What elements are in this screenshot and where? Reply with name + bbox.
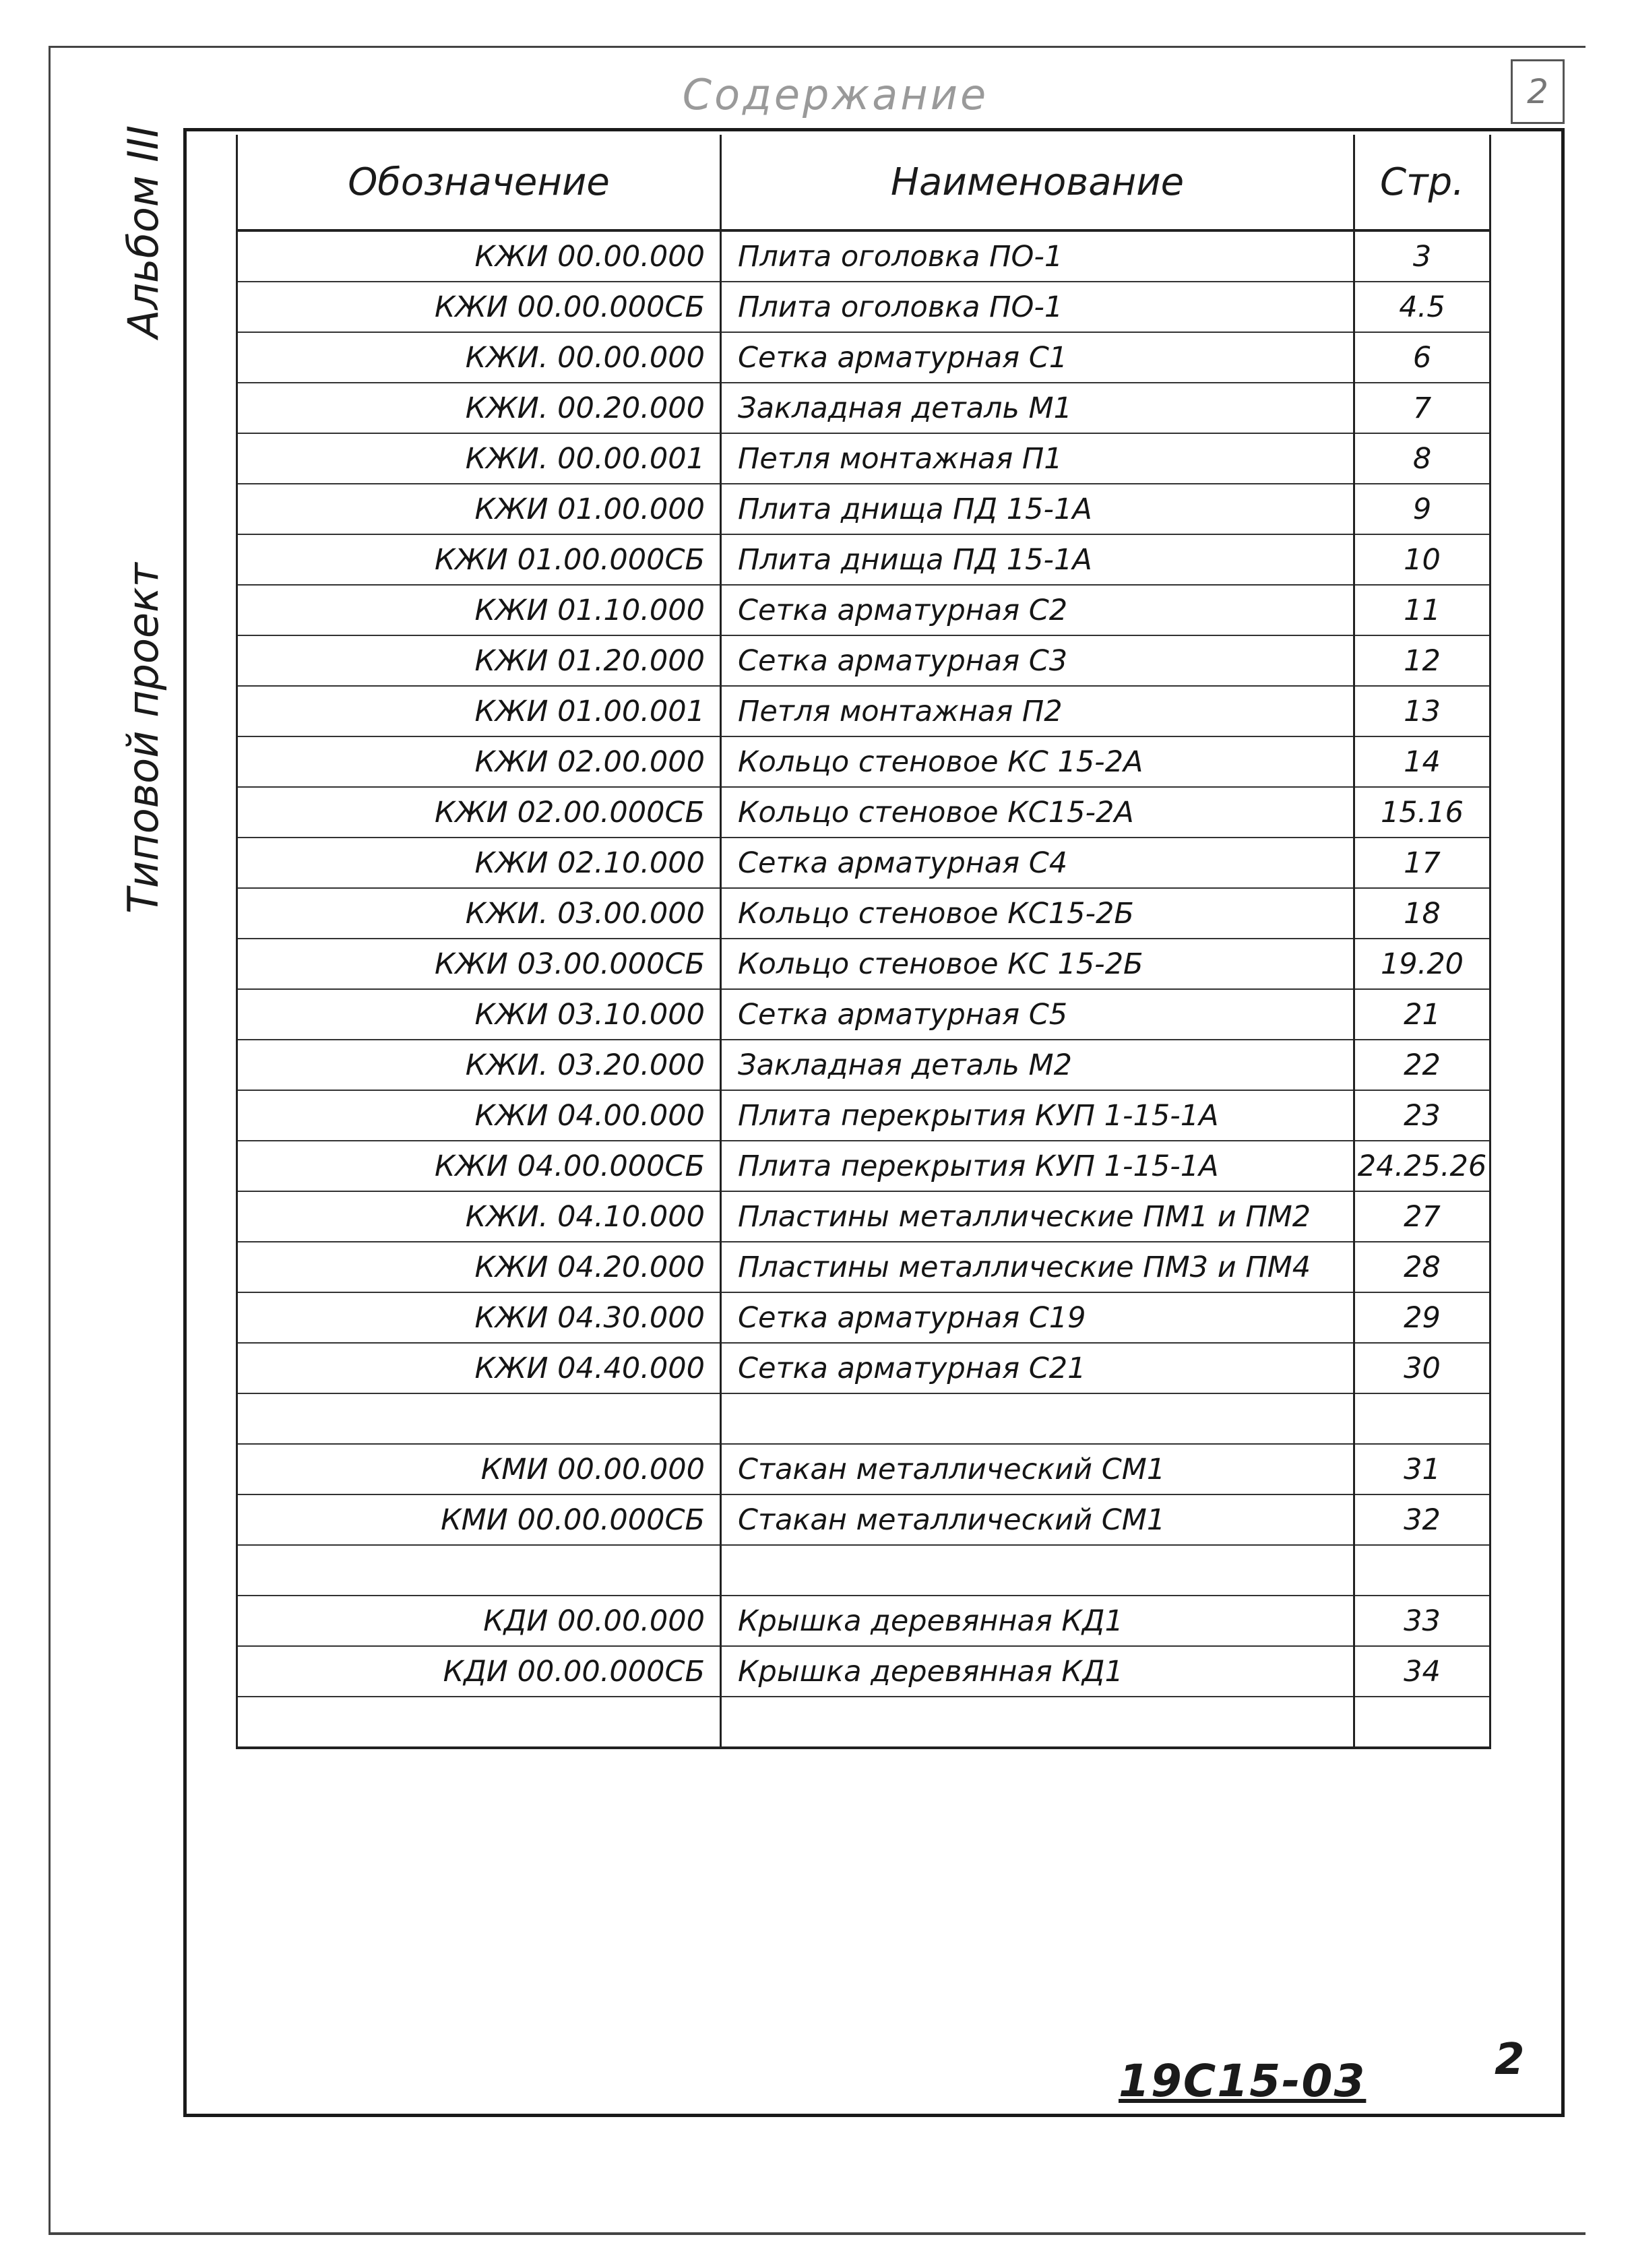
cell-name: Плита оголовка ПО-1 <box>721 282 1354 332</box>
table-row <box>237 787 1490 838</box>
cell-page: 8 <box>1354 433 1490 484</box>
cell-page <box>1354 1393 1490 1444</box>
table-row <box>237 230 1490 282</box>
cell-name <box>721 1393 1354 1444</box>
cell-page: 30 <box>1354 1343 1490 1393</box>
cell-name: Сетка арматурная С1 <box>721 332 1354 383</box>
table-row <box>237 1141 1490 1191</box>
cell-designation <box>237 1393 721 1444</box>
table-row <box>237 1040 1490 1090</box>
cell-page: 15.16 <box>1354 787 1490 838</box>
table-body <box>237 230 1490 1748</box>
cell-name: Плита оголовка ПО-1 <box>721 230 1354 282</box>
contents-table <box>236 135 1491 1749</box>
table-header-row <box>237 135 1490 230</box>
cell-page <box>1354 1545 1490 1596</box>
cell-name: Крышка деревянная КД1 <box>721 1596 1354 1646</box>
table-row <box>237 433 1490 484</box>
cell-designation: КЖИ 04.40.000 <box>237 1343 721 1393</box>
table-row <box>237 1191 1490 1242</box>
sheet-number: 2 <box>1511 59 1565 124</box>
side-label-album: Альбом III <box>119 125 168 338</box>
cell-designation: КЖИ. 03.20.000 <box>237 1040 721 1090</box>
cell-designation: КЖИ 03.00.000СБ <box>237 939 721 989</box>
header-page: Стр. <box>1354 135 1490 230</box>
table-row <box>237 635 1490 686</box>
cell-name: Сетка арматурная С3 <box>721 635 1354 686</box>
table-row <box>237 484 1490 534</box>
table-row <box>237 888 1490 939</box>
cell-page: 13 <box>1354 686 1490 736</box>
cell-name: Плита перекрытия КУП 1-15-1А <box>721 1141 1354 1191</box>
cell-page: 29 <box>1354 1292 1490 1343</box>
cell-designation <box>237 1697 721 1748</box>
cell-designation: КЖИ 04.00.000СБ <box>237 1141 721 1191</box>
cell-designation: КЖИ. 00.20.000 <box>237 383 721 433</box>
cell-page: 34 <box>1354 1646 1490 1697</box>
table-row <box>237 989 1490 1040</box>
table-row <box>237 939 1490 989</box>
cell-page: 12 <box>1354 635 1490 686</box>
cell-name: Петля монтажная П1 <box>721 433 1354 484</box>
table-row <box>237 1596 1490 1646</box>
cell-name: Стакан металлический СМ1 <box>721 1494 1354 1545</box>
table-row <box>237 1545 1490 1596</box>
sheet-title: Содержание <box>682 70 989 119</box>
cell-page: 14 <box>1354 736 1490 787</box>
cell-name: Стакан металлический СМ1 <box>721 1444 1354 1494</box>
cell-designation: КЖИ 02.00.000СБ <box>237 787 721 838</box>
cell-page: 19.20 <box>1354 939 1490 989</box>
cell-page: 23 <box>1354 1090 1490 1141</box>
cell-designation: КЖИ 04.30.000 <box>237 1292 721 1343</box>
header-name: Наименование <box>721 135 1354 230</box>
table-row <box>237 1494 1490 1545</box>
cell-page: 11 <box>1354 585 1490 635</box>
cell-designation: КЖИ. 00.00.000 <box>237 332 721 383</box>
cell-designation: КЖИ 04.00.000 <box>237 1090 721 1141</box>
table-row <box>237 1393 1490 1444</box>
cell-designation: КЖИ 02.00.000 <box>237 736 721 787</box>
table-row <box>237 534 1490 585</box>
cell-page: 32 <box>1354 1494 1490 1545</box>
cell-name: Сетка арматурная С4 <box>721 838 1354 888</box>
table-row <box>237 332 1490 383</box>
cell-name: Петля монтажная П2 <box>721 686 1354 736</box>
cell-page: 7 <box>1354 383 1490 433</box>
cell-designation: КЖИ 01.00.000СБ <box>237 534 721 585</box>
cell-name: Крышка деревянная КД1 <box>721 1646 1354 1697</box>
cell-designation: КЖИ 01.20.000 <box>237 635 721 686</box>
cell-designation: КДИ 00.00.000 <box>237 1596 721 1646</box>
cell-name: Сетка арматурная С19 <box>721 1292 1354 1343</box>
cell-name: Кольцо стеновое КС15-2А <box>721 787 1354 838</box>
cell-designation: КДИ 00.00.000СБ <box>237 1646 721 1697</box>
cell-name: Сетка арматурная С5 <box>721 989 1354 1040</box>
cell-page: 28 <box>1354 1242 1490 1292</box>
cell-designation: КЖИ 00.00.000СБ <box>237 282 721 332</box>
cell-designation: КЖИ 01.00.001 <box>237 686 721 736</box>
table-row <box>237 1697 1490 1748</box>
header-designation: Обозначение <box>237 135 721 230</box>
cell-name: Пластины металлические ПМ3 и ПМ4 <box>721 1242 1354 1292</box>
table-row <box>237 282 1490 332</box>
cell-designation: КЖИ. 03.00.000 <box>237 888 721 939</box>
cell-page <box>1354 1697 1490 1748</box>
cell-designation: КЖИ 04.20.000 <box>237 1242 721 1292</box>
cell-name: Пластины металлические ПМ1 и ПМ2 <box>721 1191 1354 1242</box>
cell-name: Сетка арматурная С21 <box>721 1343 1354 1393</box>
table-row <box>237 838 1490 888</box>
cell-page: 21 <box>1354 989 1490 1040</box>
cell-designation <box>237 1545 721 1596</box>
cell-designation: КЖИ 02.10.000 <box>237 838 721 888</box>
document-code: 19С15-03 <box>1119 2055 1367 2107</box>
cell-name <box>721 1697 1354 1748</box>
cell-name <box>721 1545 1354 1596</box>
cell-name: Кольцо стеновое КС 15-2А <box>721 736 1354 787</box>
cell-designation: КЖИ. 04.10.000 <box>237 1191 721 1242</box>
cell-designation: КЖИ. 00.00.001 <box>237 433 721 484</box>
cell-page: 10 <box>1354 534 1490 585</box>
table-row <box>237 1646 1490 1697</box>
table-row <box>237 383 1490 433</box>
cell-name: Закладная деталь М2 <box>721 1040 1354 1090</box>
table-row <box>237 1292 1490 1343</box>
cell-name: Кольцо стеновое КС15-2Б <box>721 888 1354 939</box>
cell-page: 6 <box>1354 332 1490 383</box>
table-row <box>237 686 1490 736</box>
cell-name: Закладная деталь М1 <box>721 383 1354 433</box>
cell-page: 18 <box>1354 888 1490 939</box>
cell-designation: КЖИ 01.10.000 <box>237 585 721 635</box>
cell-designation: КМИ 00.00.000СБ <box>237 1494 721 1545</box>
cell-name: Плита перекрытия КУП 1-15-1А <box>721 1090 1354 1141</box>
cell-designation: КЖИ 00.00.000 <box>237 230 721 282</box>
table-row <box>237 736 1490 787</box>
cell-name: Плита днища ПД 15-1А <box>721 484 1354 534</box>
table-row <box>237 1343 1490 1393</box>
cell-page: 3 <box>1354 230 1490 282</box>
table-row <box>237 1090 1490 1141</box>
page-number: 2 <box>1495 2035 1525 2085</box>
cell-page: 22 <box>1354 1040 1490 1090</box>
cell-page: 27 <box>1354 1191 1490 1242</box>
table-row <box>237 1444 1490 1494</box>
table-row <box>237 1242 1490 1292</box>
cell-page: 4.5 <box>1354 282 1490 332</box>
cell-name: Сетка арматурная С2 <box>721 585 1354 635</box>
table-row <box>237 585 1490 635</box>
cell-page: 9 <box>1354 484 1490 534</box>
cell-name: Кольцо стеновое КС 15-2Б <box>721 939 1354 989</box>
cell-name: Плита днища ПД 15-1А <box>721 534 1354 585</box>
cell-designation: КЖИ 01.00.000 <box>237 484 721 534</box>
cell-designation: КЖИ 03.10.000 <box>237 989 721 1040</box>
cell-page: 24.25.26 <box>1354 1141 1490 1191</box>
cell-page: 31 <box>1354 1444 1490 1494</box>
side-label-project: Типовой проект <box>119 563 168 914</box>
cell-designation: КМИ 00.00.000 <box>237 1444 721 1494</box>
cell-page: 17 <box>1354 838 1490 888</box>
cell-page: 33 <box>1354 1596 1490 1646</box>
